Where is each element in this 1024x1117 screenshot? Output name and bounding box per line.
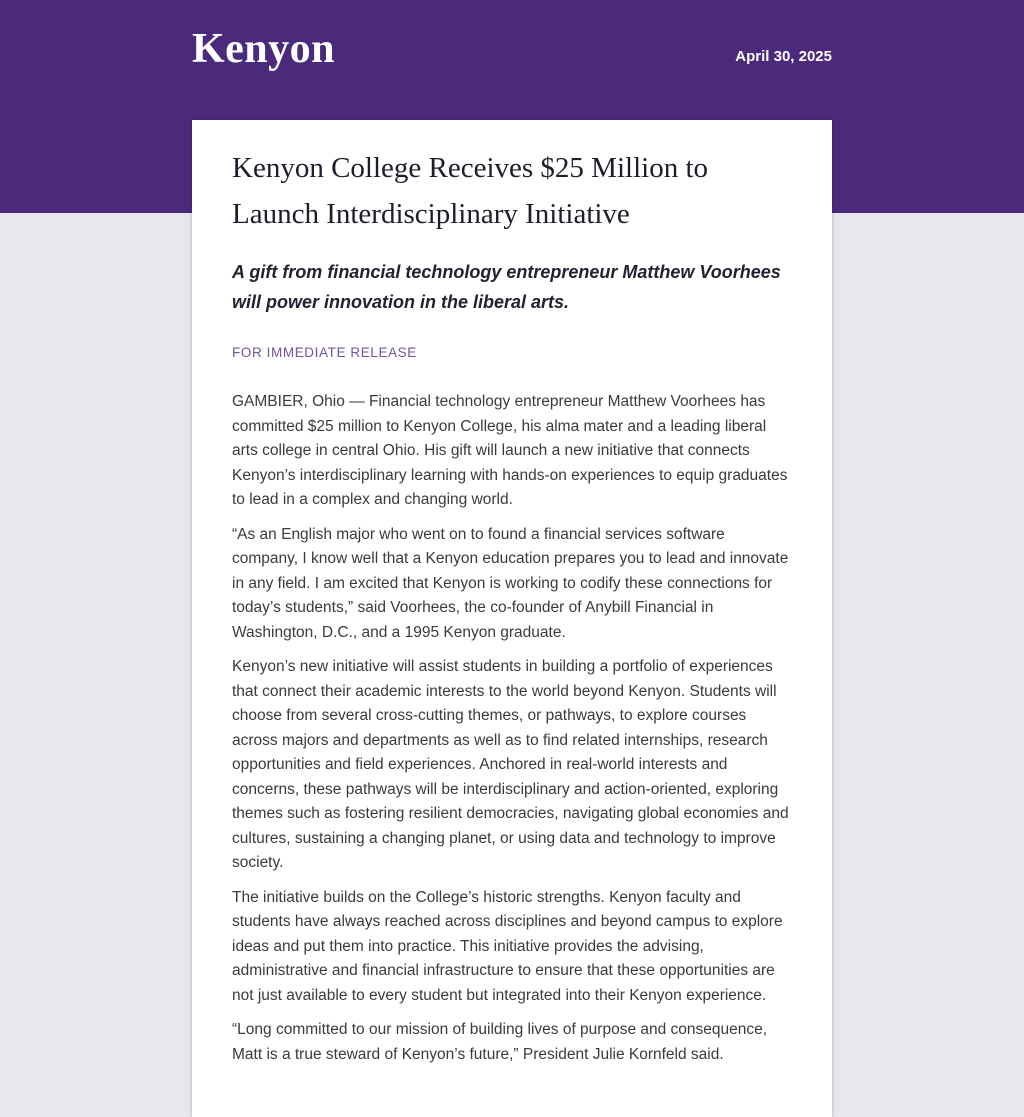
- article-body: [232, 390, 792, 1067]
- header-inner: [192, 0, 832, 72]
- article-card: [192, 120, 832, 1117]
- article-paragraph: GAMBIER, Ohio — Financial technology entrepreneur Matthew Voorhees has committed $25 million to Kenyon College, his alma mater and a leading liberal arts college in central Ohio. His gift will launch a new initiative that connects Kenyon’s interdisciplinary learning with hands-on experiences to equip graduates to lead in a complex and changing world.: [232, 393, 788, 508]
- kenyon-logo[interactable]: Kenyon: [192, 26, 336, 72]
- article-paragraph: “Long committed to our mission of building lives of purpose and consequence, Matt is a true steward of Kenyon’s future,” President Julie Kornfeld said.: [232, 1021, 768, 1063]
- release-date: April 30, 2025: [735, 47, 832, 65]
- article-subtitle: A gift from financial technology entrepreneur Matthew Voorhees will power innovation in the liberal arts.: [232, 262, 781, 312]
- article-paragraph: The initiative builds on the College’s historic strengths. Kenyon faculty and students have always reached across disciplines and beyond campus to explore ideas and put them into practice. This initiative provides the advising, administrative and financial infrastructure to ensure that these opportunities are not just available to every student but integrated into their Kenyon experience.: [232, 888, 783, 1004]
- article-paragraph: Kenyon’s new initiative will assist students in building a portfolio of experiences that connect their academic interests to the world beyond Kenyon. Students will choose from several cross-cutting themes, or pathways, to explore courses across majors and departments as well as to find related internships, research opportunities and field experiences. Anchored in real-world interests and concerns, these pathways will be interdisciplinary and action-oriented, exploring themes such as fostering resilient democracies, navigating global economies and cultures, sustaining a changing planet, or using data and technology to improve society.: [232, 658, 789, 871]
- release-kicker: FOR IMMEDIATE RELEASE: [232, 345, 417, 360]
- article-title: Kenyon College Receives $25 Million to Launch Interdisciplinary Initiative: [232, 152, 709, 230]
- article-paragraph: “As an English major who went on to found a financial services software company, I know well that a Kenyon education prepares you to lead and innovate in any field. I am excited that Kenyon is working to codify these connections for today’s students,” said Voorhees, the co-founder of Anybill Financial in Washington, D.C., and a 1995 Kenyon graduate.: [232, 525, 789, 641]
